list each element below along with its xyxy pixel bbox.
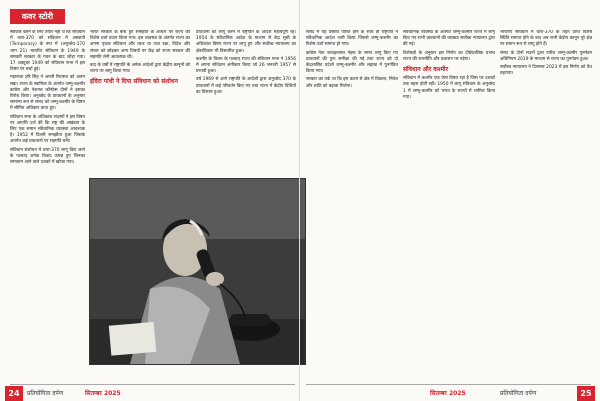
paragraph: संसद के दोनों सदनों द्वारा पारित जम्मू-कश्मीर पुनर्गठन अधिनियम 2019 के माध्यम से राज्य का पुनर्गठन हुआ। (500, 50, 592, 62)
issue-label: सितम्बर 2025 (85, 390, 121, 397)
paragraph: सरकार का तर्क था कि इस कदम से क्षेत्र में विकास, निवेश और शांति को बढ़ावा मिलेगा। (306, 77, 398, 89)
left-column-1 (10, 30, 85, 380)
photo-illustration (90, 179, 305, 364)
paragraph: भारत सरकार के बीच हुए समझौते के आधार पर राज्य को विशेष दर्जा प्रदान किया गया। इस व्यवस्था के अंतर्गत राज्य का अपना पृथक संविधान और ध्वज था तथा रक्षा, विदेश और संचार को छोड़कर अन्य विषयों पर केंद्र को राज्य सरकार की सहमति लेनी आवश्यक थी। (90, 30, 190, 60)
page-number: 24 (5, 386, 23, 401)
gutter (299, 0, 300, 401)
left-column-3 (196, 30, 296, 170)
right-column-1 (306, 30, 398, 380)
subheading: संविधान और कश्मीर (403, 66, 449, 74)
footer-rule (306, 384, 591, 385)
section-label: कवर स्टोरी (10, 9, 65, 24)
paragraph: भारतीय संविधान में धारा-370 के तहत प्राप्त विशेष स्थिति समाप्त होने के बाद अब सभी केंद्रीय कानून पूरे क्षेत्र पर समान रूप से लागू होते हैं। (500, 30, 592, 48)
right-column-2 (403, 30, 495, 380)
paragraph: संविधान संशोधन में धारा-370 लागू किए जाने के पश्चात् अनेक विवाद उत्पन्न हुए जिनका समाधान आने वाले दशकों में खोजा गया। (10, 147, 85, 166)
paragraph: वर्ष 1969 से आगे राष्ट्रपति के आदेशों द्वारा अनुच्छेद 370 के प्रावधानों में कई परिवर्तन किए गए तथा राज्य में केंद्रीय विधियों का विस्तार हुआ। (196, 77, 296, 95)
page-number: 25 (577, 386, 595, 401)
subheading: इंदिरा गांधी ने दिया संविधान को संशोधन (90, 78, 178, 86)
paragraph: कश्मीर के विलय के पश्चात् राज्य की संविधान सभा ने 1956 में अपना संविधान अंगीकार किया जो 26 जनवरी 1957 से प्रभावी हुआ। (196, 56, 296, 75)
paragraph: संविधान में कश्मीर एक ऐसा विषय रहा है जिस पर दशकों तक बहस होती रही। 1950 में लागू संविधान के अनुच्छेद 1 में जम्मू-कश्मीर को भारत के राज्यों में शामिल किया गया। (403, 76, 495, 100)
magazine-name: प्रतियोगिता दर्पण (27, 390, 64, 397)
magazine-name: प्रतियोगिता दर्पण (500, 390, 537, 397)
paragraph: महाराजा हरि सिंह ने अपनी रियासत को अलग रखा। राज्य के स्वामित्व के अंतर्गत जम्मू-कश्मीर कांग्रेस और नेशनल कॉन्फ्रेंस दोनों ने इसका विरोध किया। अनुच्छेद के प्रावधानों के अनुसार सामान्य रूप से संसद को जम्मू-कश्मीर के विषय में सीमित अधिकार प्राप्त हुए। (10, 75, 85, 112)
paragraph: संविधान सभा के अधिकांश सदस्यों ने इस विषय पर आपत्ति दर्ज की कि राष्ट्र की अखंडता के लिए एक समान संवैधानिक व्यवस्था आवश्यक है। 1952 में दिल्ली समझौता हुआ जिसके अंतर्गत कई प्रावधानों पर सहमति बनी। (10, 114, 85, 145)
paragraph: बाद के वर्षों में राष्ट्रपति के अनेक आदेशों द्वारा केंद्रीय कानूनों को राज्य पर लागू किया गया। (90, 63, 190, 75)
paragraph: प्रावधानों को लागू करने में राष्ट्रपति के आदेश महत्वपूर्ण रहे। 1954 के संवैधानिक आदेश के माध्यम से केंद्र सूची के अधिकांश विषय राज्य पर लागू हुए और सर्वोच्च न्यायालय का क्षेत्राधिकार भी विस्तारित हुआ। (196, 30, 296, 54)
indira-gandhi-photo (89, 178, 306, 365)
paragraph: संसद में यह प्रस्ताव पारित होने के साथ ही राष्ट्रपति ने संवैधानिक आदेश जारी किया जिससे जम्मू-कश्मीर का विशेष दर्जा समाप्त हो गया। (306, 30, 398, 48)
footer-rule (10, 384, 295, 385)
issue-label: सितम्बर 2025 (430, 390, 466, 397)
paragraph: स्वीकार करने के लिए तैयार नहीं थे कि संविधान में धारा-370 को संविधान में अस्थायी (Temporary) के रूप में (अनुच्छेद-370 भाग 21) भारतीय संविधान के 1949 के समवर्ती सरकार के गठन के बाद जोड़ा गया। 17 अक्टूबर 1949 को संविधान सभा में इस विषय पर चर्चा हुई। (10, 30, 85, 73)
paragraph: विशेषज्ञों के अनुसार इस निर्णय का दीर्घकालिक प्रभाव राज्य की राजनीति और प्रशासन पर पड़ेगा। (403, 50, 495, 62)
left-column-2 (90, 30, 190, 170)
paragraph: कांग्रेस नेता जवाहरलाल नेहरू के समय लागू किए गए प्रावधानों की पुनः समीक्षा की गई तथा राज्य को दो केंद्रशासित प्रदेशों जम्मू-कश्मीर और लद्दाख में पुनर्गठित किया गया। (306, 50, 398, 75)
paragraph: संवैधानिक व्यवस्था के अंतर्गत जम्मू-कश्मीर राज्य में लागू किए गए सभी प्रावधानों की व्याख्या सर्वोच्च न्यायालय द्वारा की गई। (403, 30, 495, 48)
right-column-3 (500, 30, 592, 380)
paragraph: सर्वोच्च न्यायालय ने दिसम्बर 2023 में इस निर्णय को वैध ठहराया। (500, 65, 592, 77)
